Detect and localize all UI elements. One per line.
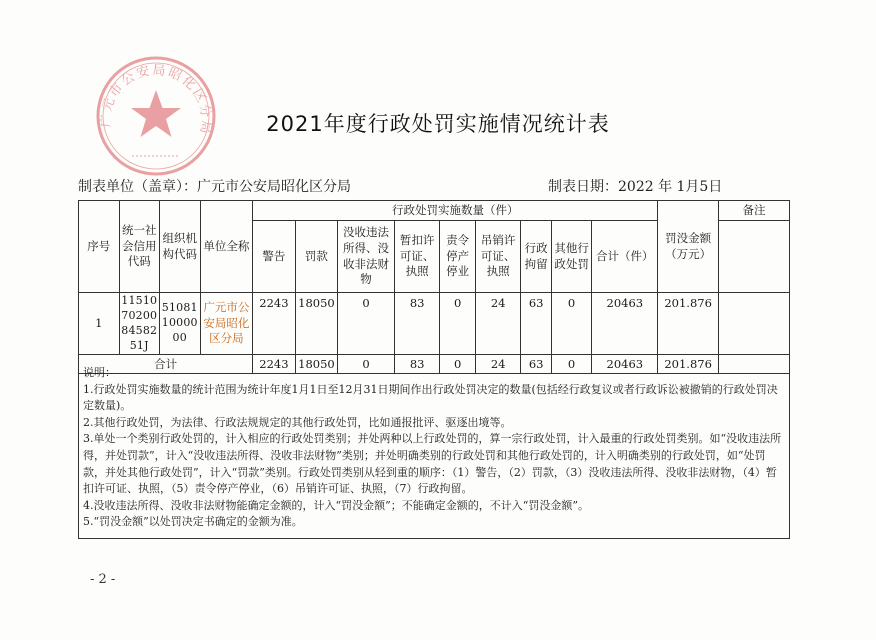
notes-section	[78, 361, 790, 539]
cell-order-stop: 0	[440, 293, 475, 355]
svg-text:广元市公安局昭化区分局: 广元市公安局昭化区分局	[98, 63, 214, 137]
remark-blank	[719, 221, 790, 293]
note-item: 2.其他行政处罚，为法律、行政法规规定的其他行政处罚，比如通报批评、驱逐出境等。	[83, 415, 512, 429]
header-order-stop: 责令停产停业	[440, 221, 475, 293]
note-item: 3.单处一个类别行政处罚的，计入相应的行政处罚类别；并处两种以上行政处罚的，算一宗行政处罚，计入最重的行政处罚类别。如“没收违法所得，并处罚款”，计入“没收违法所得、没收非法财物”类别；并处明确类别的行政处罚和其他行政处罚的，计入明确类别的行政处罚，如“处罚款，并处其他行政处罚”，计入“罚款”类别。行政处罚类别从轻到重的顺序：（1）警告，（2）罚款，（3）没收违法所得、没收非法财物，（4）暂扣许可证、执照，（5）责令停产停业，（6）吊销许可证、执照，（7）行政拘留。	[83, 432, 782, 496]
header-credit-code: 统一社会信用代码	[119, 201, 160, 293]
preparing-unit: 制表单位（盖章）：广元市公安局昭化区分局	[78, 179, 351, 195]
cell-remark	[719, 293, 790, 355]
sum-warning: 2243	[253, 355, 296, 374]
header-unit-name: 单位全称	[200, 201, 253, 293]
sum-fine: 18050	[295, 355, 338, 374]
sum-suspend-license: 83	[394, 355, 440, 374]
cell-other: 0	[551, 293, 592, 355]
cell-detention: 63	[521, 293, 551, 355]
note-item: 1.行政处罚实施数量的统计范围为统计年度1月1日至12月31日期间作出行政处罚决定的数量(包括经行政复议或者行政诉讼被撤销的行政处罚决定数量)。	[83, 382, 778, 413]
header-penalty-count-group: 行政处罚实施数量（件）	[253, 201, 658, 221]
penalty-stats-table	[78, 200, 790, 374]
cell-revoke-license: 24	[475, 293, 521, 355]
cell-unit-name: 广元市公安局昭化区分局	[200, 293, 253, 355]
page-number: - 2 -	[90, 572, 116, 587]
header-fine: 罚款	[295, 221, 338, 293]
sum-total: 20463	[592, 355, 658, 374]
cell-amount: 201.876	[658, 293, 719, 355]
cell-seq: 1	[79, 293, 120, 355]
header-other: 其他行政处罚	[551, 221, 592, 293]
header-revoke-license: 吊销许可证、执照	[475, 221, 521, 293]
header-total: 合计（件）	[592, 221, 658, 293]
sum-label: 合计	[79, 355, 253, 374]
cell-confiscate: 0	[338, 293, 395, 355]
header-remark: 备注	[719, 201, 790, 221]
note-item: 5.“罚没金额”以处罚决定书确定的金额为准。	[83, 515, 303, 529]
cell-credit-code: 11510702008458251J	[119, 293, 160, 355]
table-row	[79, 293, 790, 355]
cell-warning: 2243	[253, 293, 296, 355]
header-org-code: 组织机构代码	[160, 201, 201, 293]
sum-confiscate: 0	[338, 355, 395, 374]
cell-suspend-license: 83	[394, 293, 440, 355]
sum-revoke-license: 24	[475, 355, 521, 374]
header-amount: 罚没金额（万元）	[658, 201, 719, 293]
sum-amount: 201.876	[658, 355, 719, 374]
header-confiscate: 没收违法所得、没收非法财物	[338, 221, 395, 293]
header-seq: 序号	[79, 201, 120, 293]
page-title: 2021年度行政处罚实施情况统计表	[266, 112, 610, 136]
sum-other: 0	[551, 355, 592, 374]
cell-org-code: 510811000000	[160, 293, 201, 355]
header-suspend-license: 暂扣许可证、执照	[394, 221, 440, 293]
header-detention: 行政拘留	[521, 221, 551, 293]
header-warning: 警告	[253, 221, 296, 293]
sum-order-stop: 0	[440, 355, 475, 374]
cell-total: 20463	[592, 293, 658, 355]
sum-detention: 63	[521, 355, 551, 374]
preparing-date: 制表日期：2022 年 1月5日	[548, 179, 723, 195]
cell-fine: 18050	[295, 293, 338, 355]
note-item: 4.没收违法所得、没收非法财物能确定金额的，计入“罚没金额”；不能确定金额的，不计入“罚没金额”。	[83, 498, 589, 512]
notes-heading: 说明：	[83, 366, 116, 379]
header-row-group	[79, 201, 790, 221]
